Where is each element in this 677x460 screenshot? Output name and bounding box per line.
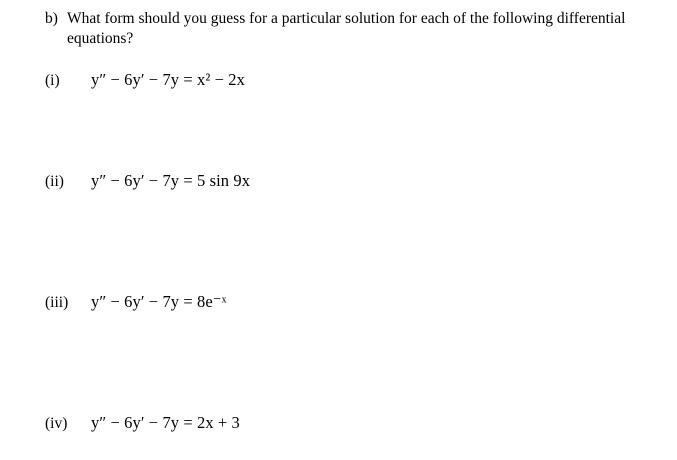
problem-item [45, 292, 226, 312]
part-label: b) [45, 10, 58, 27]
problem-label: (iii) [45, 294, 69, 311]
problem-item [45, 413, 240, 433]
question-intro [45, 9, 645, 49]
problem-label: (iv) [45, 415, 68, 432]
problem-equation: y″ − 6y′ − 7y = 2x + 3 [91, 413, 240, 432]
problem-equation: y″ − 6y′ − 7y = x² − 2x [91, 70, 245, 89]
problem-equation: y″ − 6y′ − 7y = 5 sin 9x [91, 171, 251, 190]
problem-item [45, 70, 245, 90]
problem-equation: y″ − 6y′ − 7y = 8e⁻ˣ [91, 292, 227, 311]
question-row [45, 9, 645, 49]
question-prompt: What form should you guess for a particular solution for each of the following differential equations? [67, 10, 626, 47]
problem-item [45, 171, 250, 191]
problem-label: (ii) [45, 173, 64, 190]
problem-label: (i) [45, 72, 60, 89]
